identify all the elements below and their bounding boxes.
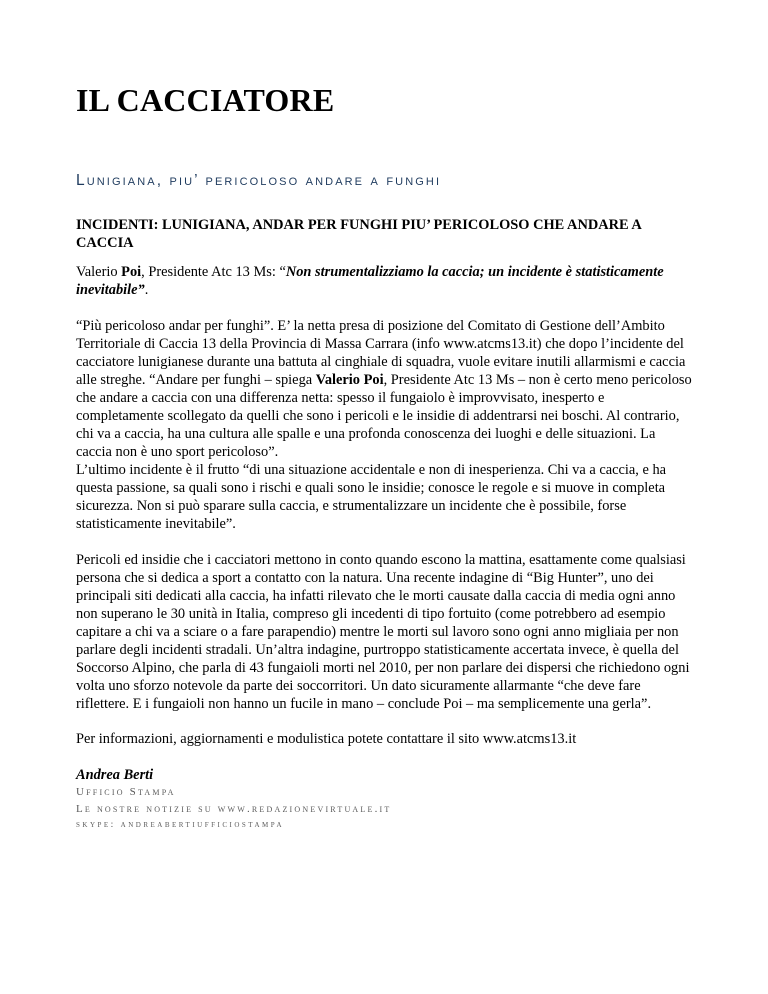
signature-name: Andrea Berti	[76, 767, 154, 783]
article-headline: INCIDENTI: LUNIGIANA, ANDAR PER FUNGHI PIU’ PERICOLOSO CHE ANDARE A CACCIA	[76, 217, 642, 251]
lead-prefix: Valerio	[76, 264, 122, 280]
paragraph-4: Per informazioni, aggiornamenti e modulistica potete contattare il sito www.atcms13.it	[76, 731, 577, 747]
lead-suffix: .	[144, 282, 149, 298]
lead-name: Poi	[121, 264, 142, 280]
paragraph-1	[76, 317, 692, 461]
paragraph-3: Pericoli ed insidie che i cacciatori mettono in conto quando escono la mattina, esattamente come qualsiasi persona che si dedica a sport a contatto con la natura. Una recente indagine di “Big Hunter”, uno dei principali siti dedicati alla caccia, ha infatti rilevato che le morti causate dalla caccia di media ogni anno non superano le 30 unità in Italia, compreso gli incedenti di tipo fortuito (come potrebbero ad esempio capitare a chi va a sciare o a fare parapendio) mentre le morti sul lavoro sono ogni anno migliaia per non parlare degli incidenti stradali. Un’altra indagine, purtroppo statisticamente accertata invece, è quella del Soccorso Alpino, che parla di 43 fungaioli morti nel 2010, per non parlare dei dispersi che richiedono ogni volta uno sforzo notevole da parte dei soccorritori. Un dato sicuramente allarmante “che deve fare riflettere. E i fungaioli non hanno un fucile in mano – conclude Poi – ma semplicemente una gerla”.	[76, 552, 690, 712]
lead-quote: Non strumentalizziamo la caccia; un incidente è statisticamente inevitabile”	[76, 264, 664, 298]
signature-skype-line: skype: andreabertiufficiostampa	[76, 820, 285, 830]
signature-news-line: Le nostre notizie su www.redazionevirtuale.it	[76, 803, 392, 815]
paragraph-2: L’ultimo incidente è il frutto “di una situazione accidentale e non di inesperienza. Chi va a caccia, e ha questa passione, sa quali sono i rischi e quali sono le insidie; conosce le regole e si muove in completa sicurezza. Non si può sparare sulla caccia, e strumentalizzare un incidente che è possibile, forse statisticamente inevitabile”.	[76, 462, 667, 532]
signature-block	[76, 766, 692, 832]
signature-office: Ufficio Stampa	[76, 786, 176, 798]
document-title: IL CACCIATORE	[76, 82, 335, 118]
paragraph-1-part-b: , Presidente Atc 13 Ms – non è certo meno pericoloso che andare a caccia con una differenza netta: spesso il fungaiolo è improvvisato, inesperto e completamente scollegato da quelli che sono i pericoli e le insidie di addentrarsi nei boschi. Al contrario, chi va a caccia, ha una cultura alle spalle e una profonda conoscenza dei luoghi e delle situazioni. La caccia non è uno sport pericoloso”.	[76, 372, 692, 460]
lead-middle: , Presidente Atc 13 Ms: “	[141, 264, 286, 280]
section-heading: Lunigiana, piu’ pericoloso andare a funghi	[76, 172, 442, 189]
paragraph-1-part-a: “Più pericoloso andar per funghi”. E’ la netta presa di posizione del Comitato di Gestione dell’Ambito Territoriale di Caccia 13 della Provincia di Massa Carrara (info www.atcms13.it) che dopo l’incidente del cacciatore lunigianese durante una battuta al cinghiale di squadra, vuole evitare inutili allarmismi e caccia alle streghe. “Andare per funghi – spiega	[76, 318, 686, 388]
paragraph-1-bold-name: Valerio Poi	[315, 372, 384, 388]
article-lead	[76, 263, 692, 299]
